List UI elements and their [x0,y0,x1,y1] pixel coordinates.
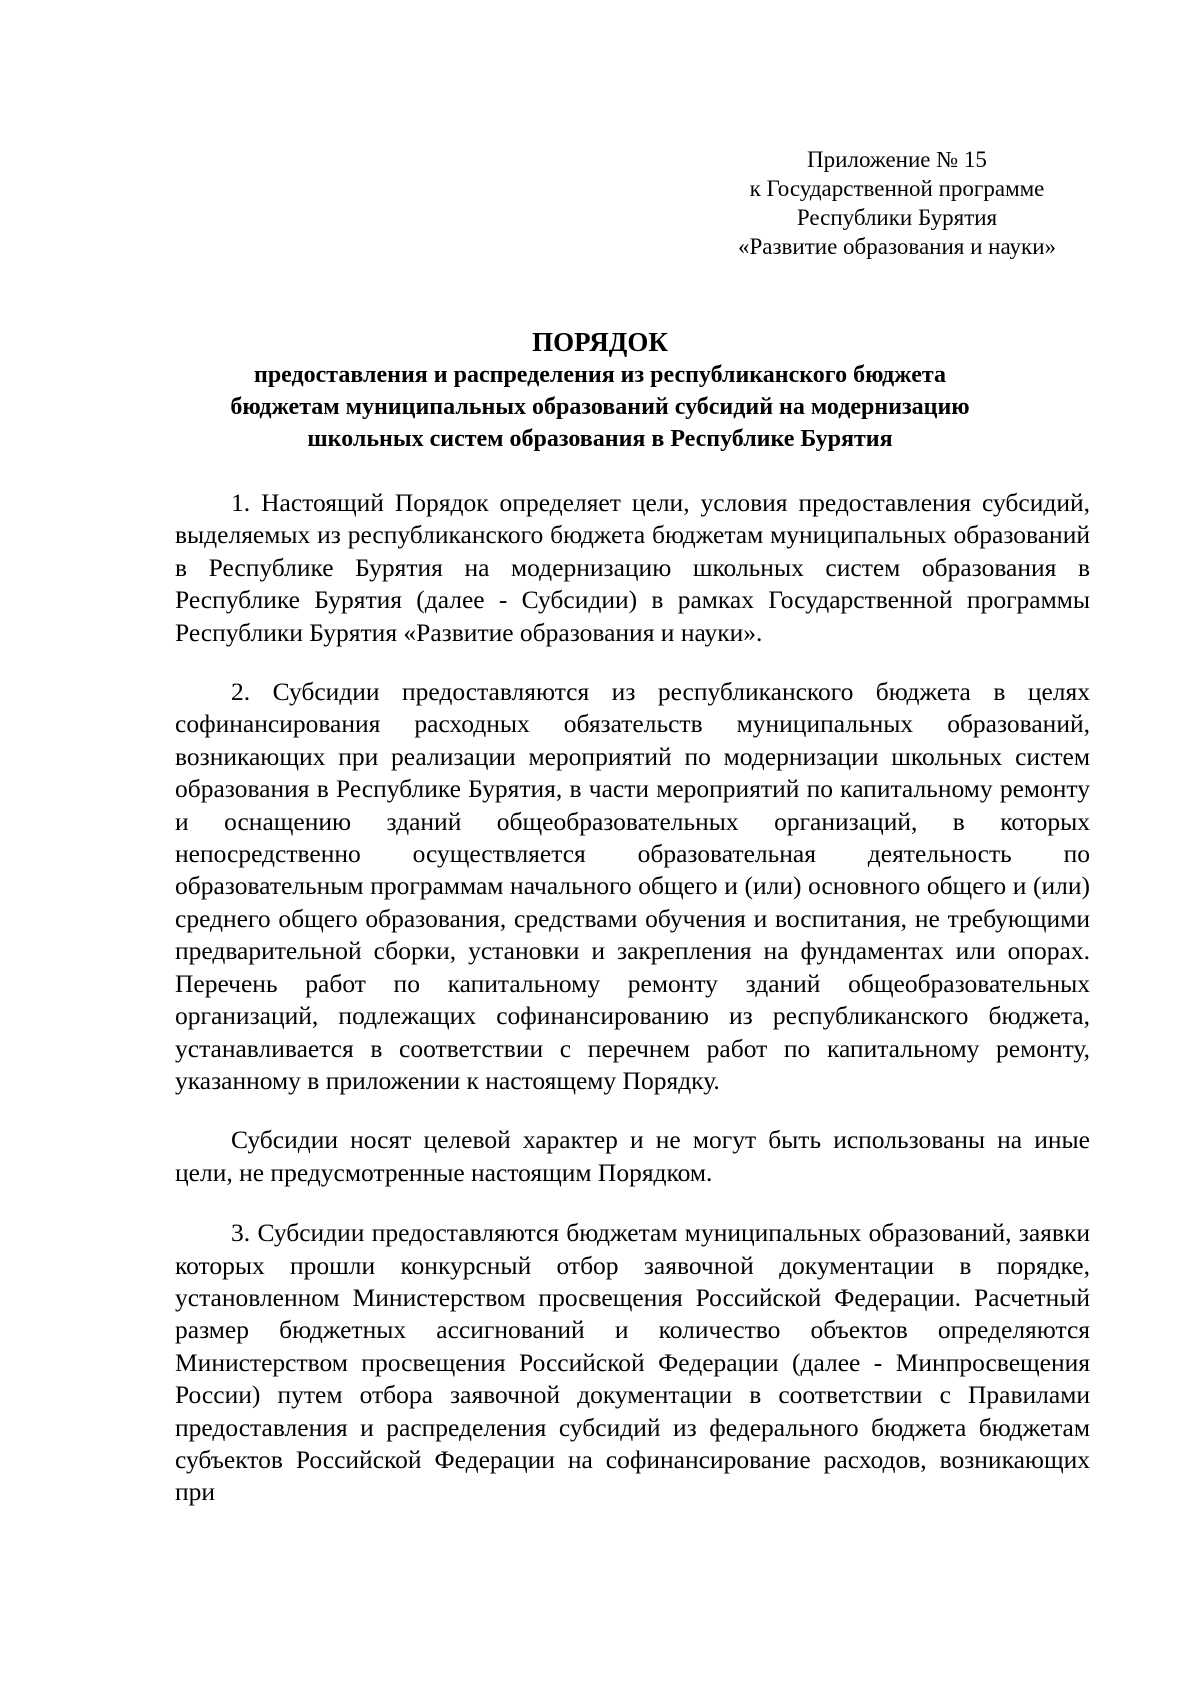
document-subtitle-line-1: предоставления и распределения из республиканского бюджета [254,362,946,388]
document-title: ПОРЯДОК [532,327,668,357]
document-body [175,487,1090,1509]
appendix-line-4: «Развитие образования и науки» [737,234,1057,259]
appendix-line-3: Республики Бурятия [796,205,998,230]
paragraph-1: 1. Настоящий Порядок определяет цели, условия предоставления субсидий, выделяемых из республиканского бюджета бюджетам муниципальных образований в Республике Бурятия на модернизацию школьных систем образования в Республике Бурятия (далее - Субсидии) в рамках Государственной программы Республики Бурятия «Развитие образования и науки». [175,488,1090,647]
document-title-block [130,325,1070,455]
appendix-line-2: к Государственной программе [749,176,1045,201]
paragraph-2-continued: Субсидии носят целевой характер и не могут быть использованы на иные цели, не предусмотренные настоящим Порядком. [175,1125,1090,1187]
document-subtitle-line-3: школьных систем образования в Республике Бурятия [307,426,893,452]
paragraph-2: 2. Субсидии предоставляются из республиканского бюджета в целях софинансирования расходных обязательств муниципальных образований, возникающих при реализации мероприятий по модернизации школьных систем образования в Республике Бурятия, в части мероприятий по капитальному ремонту и оснащению зданий общеобразовательных организаций, в которых непосредственно осуществляется образовательная деятельность по образовательным программам начального общего и (или) основного общего и (или) среднего общего образования, средствами обучения и воспитания, не требующими предварительной сборки, установки и закрепления на фундаментах или опорах. Перечень работ по капитальному ремонту зданий общеобразовательных организаций, подлежащих софинансированию из республиканского бюджета, устанавливается в соответствии с перечнем работ по капитальному ремонту, указанному в приложении к настоящему Порядку. [175,677,1090,1095]
appendix-line-1: Приложение № 15 [807,147,987,172]
paragraph-3: 3. Субсидии предоставляются бюджетам муниципальных образований, заявки которых прошли конкурсный отбор заявочной документации в порядке, установленном Министерством просвещения Российской Федерации. Расчетный размер бюджетных ассигнований и количество объектов определяются Министерством просвещения Российской Федерации (далее - Минпросвещения России) путем отбора заявочной документации в соответствии с Правилами предоставления и распределения субсидий из федерального бюджета бюджетам субъектов Российской Федерации на софинансирование расходов, возникающих при [175,1218,1090,1507]
document-subtitle-line-2: бюджетам муниципальных образований субсидий на модернизацию [230,394,970,420]
appendix-header [720,145,1074,261]
